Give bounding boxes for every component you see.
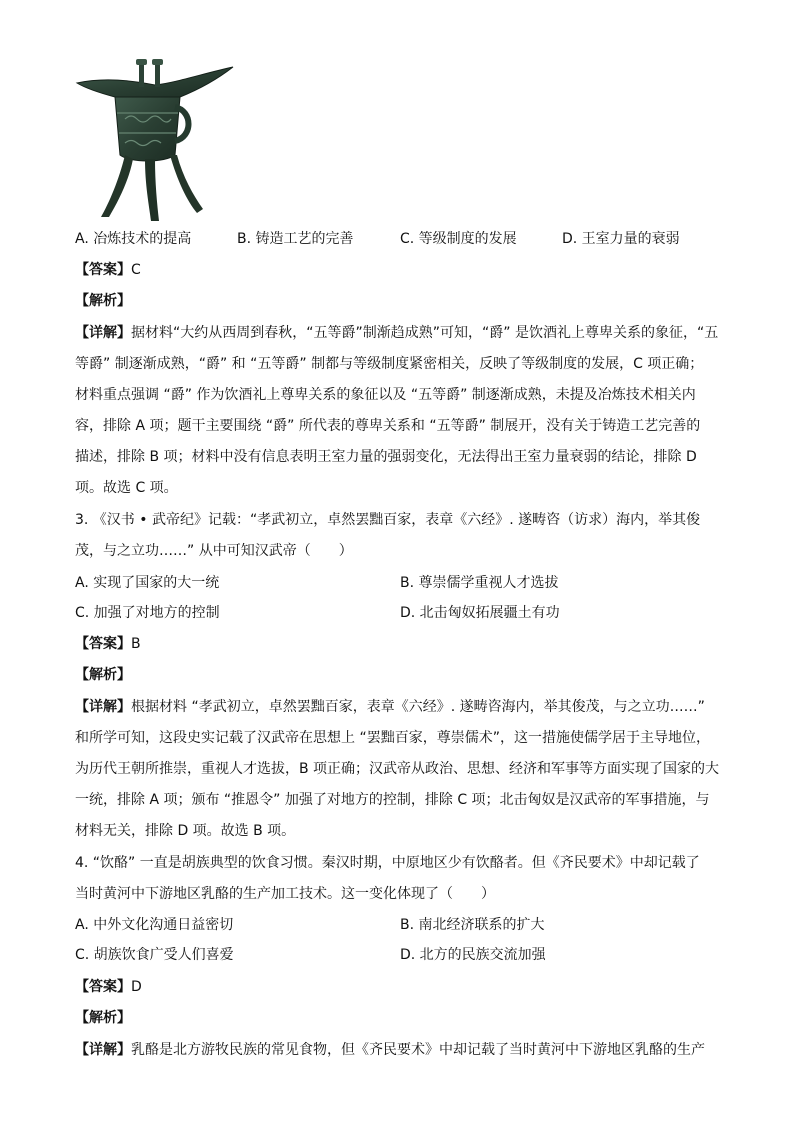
answer-value: C xyxy=(131,262,141,278)
q4-answer-row xyxy=(75,977,142,997)
answer-value: D xyxy=(131,979,142,995)
q3-option-d: D. 北击匈奴拓展疆土有功 xyxy=(400,605,560,621)
q3-option-a: A. 实现了国家的大一统 xyxy=(75,575,220,591)
q4-option-b: B. 南北经济联系的扩大 xyxy=(400,917,545,933)
q2-analysis-label: 【解析】 xyxy=(75,293,131,309)
answer-label: 【答案】 xyxy=(75,979,131,995)
q2-option-c: C. 等级制度的发展 xyxy=(400,231,517,247)
q2-option-d: D. 王室力量的衰弱 xyxy=(562,231,680,247)
q4-option-d: D. 北方的民族交流加强 xyxy=(400,947,546,963)
q3-detail-line: 和所学可知，这段史实记载了汉武帝在思想上 “罢黜百家，尊崇儒术”，这一措施使儒学居于主导地位， xyxy=(75,730,710,746)
q3-analysis-label: 【解析】 xyxy=(75,667,131,683)
q2-option-b: B. 铸造工艺的完善 xyxy=(237,231,354,247)
q2-detail-line: 材料重点强调 “爵” 作为饮酒礼上尊卑关系的象征以及 “五等爵” 制逐渐成熟，未提及冶炼技术相关内 xyxy=(75,387,696,403)
q3-option-c: C. 加强了对地方的控制 xyxy=(75,605,220,621)
detail-label: 【详解】 xyxy=(75,1042,131,1058)
q3-stem-line: 3. 《汉书 • 武帝纪》记载：“孝武初立，卓然罢黜百家，表章《六经》. 遂畴咨（访求）海内，举其俊 xyxy=(75,512,701,528)
q3-answer-row xyxy=(75,634,141,654)
answer-label: 【答案】 xyxy=(75,262,131,278)
q4-analysis-label: 【解析】 xyxy=(75,1010,131,1026)
q3-detail-line: 一统，排除 A 项；颁布 “推恩令” 加强了对地方的控制，排除 C 项；北击匈奴是汉武帝的军事措施，与 xyxy=(75,792,710,808)
q2-option-a: A. 冶炼技术的提高 xyxy=(75,231,192,247)
q3-option-b: B. 尊崇儒学重视人才选拔 xyxy=(400,575,559,591)
q2-detail-line: 容，排除 A 项；题干主要围绕 “爵” 所代表的尊卑关系和 “五等爵” 制展开，没有关于铸造工艺完善的 xyxy=(75,418,701,434)
answer-value: B xyxy=(131,636,141,652)
q2-answer-row xyxy=(75,260,141,280)
q2-detail-line: 等爵” 制逐渐成熟，“爵” 和 “五等爵” 制都与等级制度紧密相关，反映了等级制度的发展，C 项正确； xyxy=(75,356,704,372)
detail-text: 根据材料 “孝武初立，卓然罢黜百家，表章《六经》. 遂畴咨海内，举其俊茂，与之立功……” xyxy=(131,699,705,715)
q2-detail-line xyxy=(75,323,718,343)
q4-stem-line: 4. “饮酪” 一直是胡族典型的饮食习惯。秦汉时期，中原地区少有饮酪者。但《齐民要术》中却记载了 xyxy=(75,855,700,871)
q3-stem-line: 茂，与之立功……” 从中可知汉武帝（ ） xyxy=(75,543,353,559)
detail-text: 据材料“大约从西周到春秋，“五等爵”制渐趋成熟”可知，“爵” 是饮酒礼上尊卑关系的象征，“五 xyxy=(131,325,719,341)
q3-detail-line: 材料无关，排除 D 项。故选 B 项。 xyxy=(75,823,296,839)
bronze-jue-vessel-icon xyxy=(75,55,235,225)
q4-option-a: A. 中外文化沟通日益密切 xyxy=(75,917,234,933)
detail-label: 【详解】 xyxy=(75,325,131,341)
q3-detail-line: 为历代王朝所推崇，重视人才选拔，B 项正确；汉武帝从政治、思想、经济和军事等方面实现了国家的大 xyxy=(75,761,720,777)
detail-text: 乳酪是北方游牧民族的常见食物，但《齐民要术》中却记载了当时黄河中下游地区乳酪的生产 xyxy=(131,1042,705,1058)
detail-label: 【详解】 xyxy=(75,699,131,715)
q4-option-c: C. 胡族饮食广受人们喜爱 xyxy=(75,947,234,963)
q3-detail-line xyxy=(75,697,705,717)
q2-detail-line: 描述，排除 B 项；材料中没有信息表明王室力量的强弱变化，无法得出王室力量衰弱的结论，排除 D xyxy=(75,449,697,465)
q4-detail-line xyxy=(75,1040,705,1060)
q4-stem-line: 当时黄河中下游地区乳酪的生产加工技术。这一变化体现了（ ） xyxy=(75,886,495,902)
q2-detail-line: 项。故选 C 项。 xyxy=(75,480,178,496)
answer-label: 【答案】 xyxy=(75,636,131,652)
